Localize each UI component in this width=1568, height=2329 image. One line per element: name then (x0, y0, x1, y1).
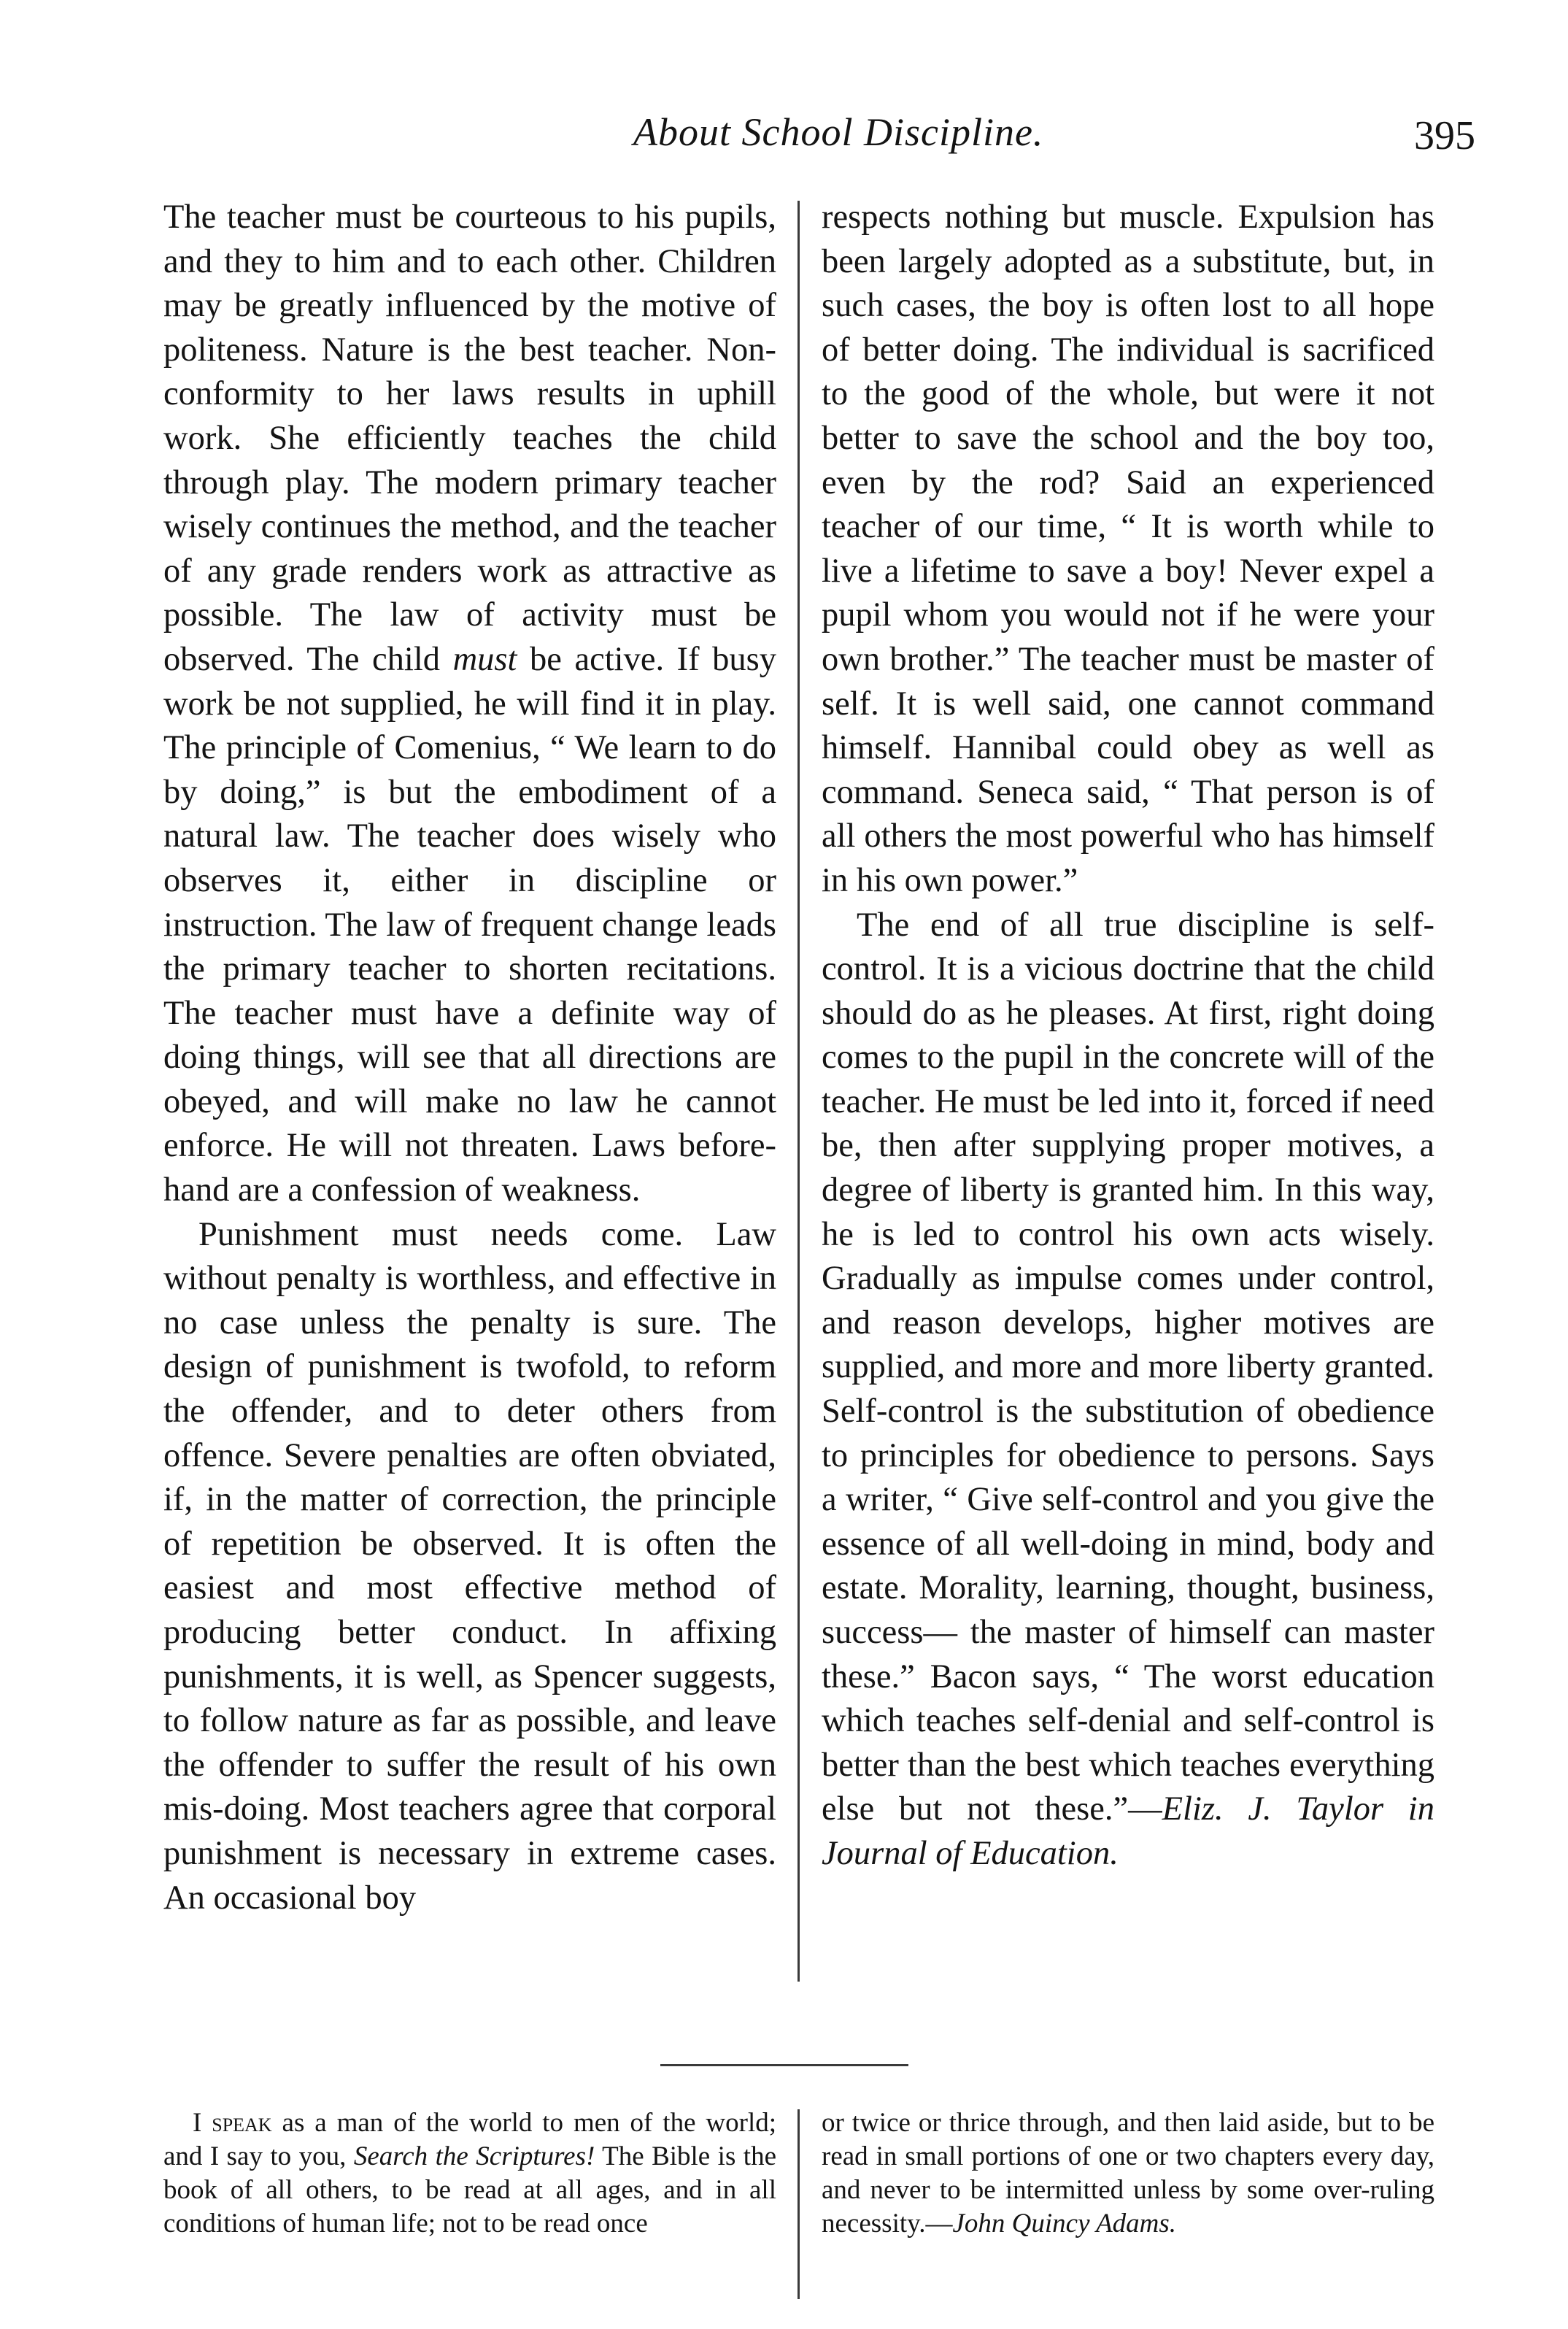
footnote-divider (797, 2109, 800, 2299)
footnote-right-paragraph (822, 2106, 1434, 2241)
running-head (0, 109, 1568, 168)
left-p1-emphasis: must (452, 640, 517, 678)
right-p2-text: The end of all true discipline is self-control. It is a vicious doctrine that the child should do as he pleases. At first, right doing comes to the pupil in the concrete will of the teacher. He must be led into it, forced if need be, then after supplying proper motives, a degree of liberty is granted him. In this way, he is led to control his own acts wisely. Gradually as impulse comes under control, and reason develops, higher motives are supplied, and more and more liberty granted. Self-control is the substitution of obedience to principles for obedience to persons. Says a writer, “ Give self-control and you give the essence of all well-doing in mind, body and estate. Morality, learning, thought, business, success— the master of himself can master these.” Bacon says, “ The worst education which teaches self-denial and self-control is better than the best which teaches everything else but not these.”— (822, 906, 1434, 1828)
right-paragraph-1: respects nothing but muscle. Expulsion has been largely adopted as a substitute, but, in such cases, the boy is often lost to all hope of better doing. The individual is sacrificed to the good of the whole, but were it not better to save the school and the boy too, even by the rod? Said an experienced teacher of our time, “ It is worth while to live a lifetime to save a boy! Never expel a pupil whom you would not if he were your own brother.” The teacher must be master of self. It is well said, one cannot command himself. Hannibal could obey as well as command. Seneca said, “ That person is of all others the most powerful who has himself in his own power.” (822, 199, 1434, 899)
right-p2-attribution: Eliz. J. Taylor in Journal of Education. (822, 1790, 1434, 1872)
right-column (822, 196, 1434, 1876)
footnote-lead: I speak (193, 2108, 272, 2138)
left-paragraph-1 (163, 196, 776, 1213)
footnote-separator (660, 2064, 908, 2066)
left-p1-continued: be active. If busy work be not supplied, he will find it in play. The principle of Comenius, “ We learn to do by doing,” is but the embodiment of a natural law. The teacher does wisely who observes it, either in discipline or instruction. The law of frequent change leads the primary teacher to shorten recitations. The teacher must have a definite way of doing things, will see that all directions are obeyed, and will make no law he cannot enforce. He will not threaten. Laws beforehand are a confession of weakness. (163, 640, 777, 1209)
column-divider (797, 201, 800, 1982)
left-p1-text: The teacher must be courteous to his pupils, and they to him and to each other. Children may be greatly influenced by the motive of politeness. Nature is the best teacher. Nonconformity to her laws results in uphill work. She efficiently teaches the child through play. The modern primary teacher wisely continues the method, and the teacher of any grade renders work as attractive as possible. The law of activity must be observed. The child (163, 199, 776, 678)
footnote-right-attribution: John Quincy Adams. (952, 2209, 1177, 2238)
running-title: About School Discipline. (633, 110, 1044, 154)
footnote-left-continued: The Bible is the book of all others, to be read at all ages, and in all conditions of human life; not to be read once (163, 2141, 776, 2238)
left-column (163, 196, 776, 1920)
footnote-left-text: as a man of the world to men of the world; and I say to you, (163, 2108, 777, 2171)
footnote-left-paragraph (163, 2106, 776, 2241)
footnote-left-emphasis: Search the Scriptures! (353, 2141, 595, 2171)
left-paragraph-2: Punishment must needs come. Law without penalty is worthless, and effective in no case unless the penalty is sure. The design of punishment is twofold, to reform the offender, and to deter others from offence. Severe penalties are often obviated, if, in the matter of correction, the principle of repetition be observed. It is often the easiest and most effective method of producing better conduct. In affixing punishments, it is well, as Spencer suggests, to follow nature as far as possible, and leave the offender to suffer the result of his own mis-doing. Most teachers agree that corporal punishment is necessary in extreme cases. An occasional boy (163, 1215, 776, 1917)
footnote-right (822, 2106, 1434, 2241)
right-paragraph-2 (822, 904, 1434, 1876)
footnote-left (163, 2106, 776, 2241)
footnote-right-text: or twice or thrice through, and then laid aside, but to be read in small portions of one or two chapters every day, and never to be intermitted unless by some over-ruling necessity.— (822, 2108, 1434, 2238)
page-number: 395 (1414, 113, 1475, 158)
